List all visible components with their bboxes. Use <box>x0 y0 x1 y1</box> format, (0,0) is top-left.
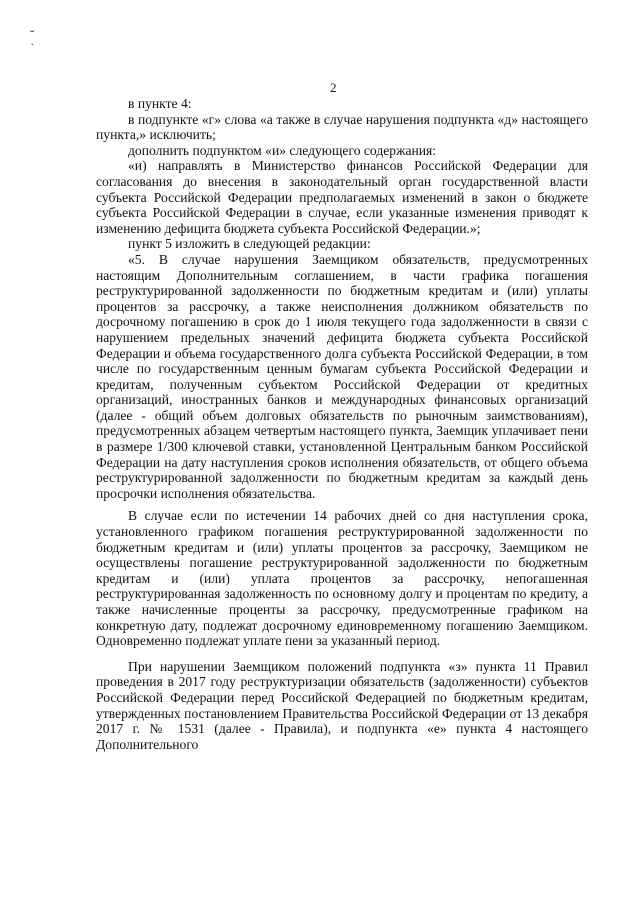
paragraph: дополнить подпунктом «и» следующего содержания: <box>128 142 437 158</box>
paragraph: При нарушении Заемщиком положений подпункта «з» пункта 11 Правил проведения в 2017 году реструктуризации обязательств (задолженности) субъектов Российской Федерации перед Российской Федерацией по бюджетным кредитам, утвержденных постановлением Правительства Российской Федерации от 13 декабря 2017 г. № 1531 (далее - Правила), и подпункта «е» пункта 4 настоящего Дополнительного <box>96 658 588 752</box>
paragraph: В случае если по истечении 14 рабочих дней со дня наступления срока, установленного графиком погашения реструктурированной задолженности по бюджетным кредитам и (или) уплаты процентов за рассрочку, Заемщиком не осуществлены погашение реструктурированной задолженности по бюджетным кредитам и (или) уплата процентов за рассрочку, непогашенная реструктурированная задолженность по основному долгу и процентам по кредиту, а также начисленные проценты за рассрочку, предусмотренные графиком на конкретную дату, подлежат досрочному единовременному погашению Заемщиком. Одновременно подлежат уплате пени за указанный период. <box>96 508 588 649</box>
corner-mark: ˘ ˙ <box>30 27 35 55</box>
paragraph: пункт 5 изложить в следующей редакции: <box>128 236 371 252</box>
document-body <box>96 96 588 752</box>
paragraph: «5. В случае нарушения Заемщиком обязательств, предусмотренных настоящим Дополнительным соглашением, в части графика погашения реструктурированной задолженности по бюджетным кредитам и (или) уплаты процентов за рассрочку, а также неисполнения должником обязательств по досрочному погашению в срок до 1 июля текущего года задолженности в связи с нарушением предельных значений дефицита бюджета субъекта Российской Федерации и объема государственного долга субъекта Российской Федерации, в том числе по государственным ценным бумагам субъекта Российской Федерации и кредитам, полученным субъектом Российской Федерации от кредитных организаций, иностранных банков и международных финансовых организаций (далее - общий объем долговых обязательств по рыночным заимствованиям), предусмотренных абзацем четвертым настоящего пункта, Заемщик уплачивает пени в размере 1/300 ключевой ставки, установленной Центральным банком Российской Федерации на дату наступления сроков исполнения обязательств, от общего объема реструктурированной задолженности по бюджетным кредитам за каждый день просрочки исполнения обязательства. <box>96 251 588 501</box>
paragraph: «и) направлять в Министерство финансов Российской Федерации для согласования до внесения в законодательный орган государственной власти субъекта Российской Федерации предполагаемых изменений в закон о бюджете субъекта Российской Федерации в случае, если указанные изменения приводят к изменению дефицита бюджета субъекта Российской Федерации.»; <box>96 158 588 236</box>
paragraph: в подпункте «г» слова «а также в случае нарушения подпункта «д» настоящего пункта,» исключить; <box>96 111 588 143</box>
paragraph: в пункте 4: <box>128 96 192 111</box>
page-number: 2 <box>330 80 337 95</box>
